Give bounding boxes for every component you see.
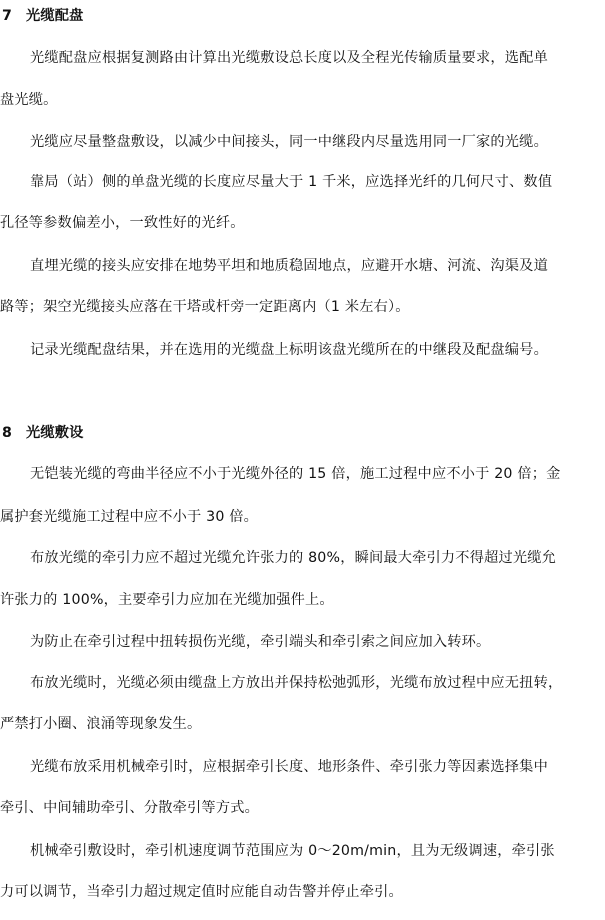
paragraph-line: 严禁打小圈、浪涌等现象发生。 bbox=[0, 716, 202, 732]
paragraph-line: 机械牵引敷设时，牵引机速度调节范围应为 0～20m/min，且为无级调速，牵引张 bbox=[30, 843, 555, 859]
section-number: 7 bbox=[2, 8, 13, 24]
paragraph-line: 无铠装光缆的弯曲半径应不小于光缆外径的 15 倍，施工过程中应不小于 20 倍；金 bbox=[30, 466, 561, 482]
paragraph-line: 路等；架空光缆接头应落在干塔或杆旁一定距离内（1 米左右）。 bbox=[0, 299, 410, 315]
section-heading-8 bbox=[2, 423, 605, 443]
paragraph-line: 布放光缆时，光缆必须由缆盘上方放出并保持松弛弧形，光缆布放过程中应无扭转， bbox=[30, 675, 563, 691]
section-number: 8 bbox=[2, 425, 13, 441]
paragraph-line: 力可以调节，当牵引力超过规定值时应能自动告警并停止牵引。 bbox=[0, 884, 403, 900]
paragraph-line: 光缆布放采用机械牵引时，应根据牵引长度、地形条件、牵引张力等因素选择集中 bbox=[30, 759, 548, 775]
paragraph-line: 光缆应尽量整盘敷设，以减少中间接头，同一中继段内尽量选用同一厂家的光缆。 bbox=[30, 134, 548, 150]
paragraph-line: 牵引、中间辅助牵引、分散牵引等方式。 bbox=[0, 800, 259, 816]
paragraph-line: 孔径等参数偏差小，一致性好的光纤。 bbox=[0, 215, 245, 231]
paragraph-line: 靠局（站）侧的单盘光缆的长度应尽量大于 1 千米，应选择光纤的几何尺寸、数值 bbox=[30, 174, 553, 190]
paragraph-line: 属护套光缆施工过程中应不小于 30 倍。 bbox=[0, 509, 259, 525]
paragraph-line: 盘光缆。 bbox=[0, 92, 58, 108]
paragraph-line: 记录光缆配盘结果，并在选用的光缆盘上标明该盘光缆所在的中继段及配盘编号。 bbox=[30, 342, 548, 358]
paragraph-line: 直埋光缆的接头应安排在地势平坦和地质稳固地点，应避开水塘、河流、沟渠及道 bbox=[30, 258, 548, 274]
section-title: 光缆配盘 bbox=[26, 8, 84, 24]
paragraph-line: 为防止在牵引过程中扭转损伤光缆，牵引端头和牵引索之间应加入转环。 bbox=[30, 634, 491, 650]
section-title: 光缆敷设 bbox=[26, 425, 84, 441]
paragraph-line: 布放光缆的牵引力应不超过光缆允许张力的 80%，瞬间最大牵引力不得超过光缆允 bbox=[30, 550, 557, 566]
paragraph-line: 许张力的 100%，主要牵引力应加在光缆加强件上。 bbox=[0, 592, 334, 608]
section-heading-7 bbox=[2, 6, 605, 26]
paragraph-line: 光缆配盘应根据复测路由计算出光缆敷设总长度以及全程光传输质量要求，选配单 bbox=[30, 50, 548, 66]
